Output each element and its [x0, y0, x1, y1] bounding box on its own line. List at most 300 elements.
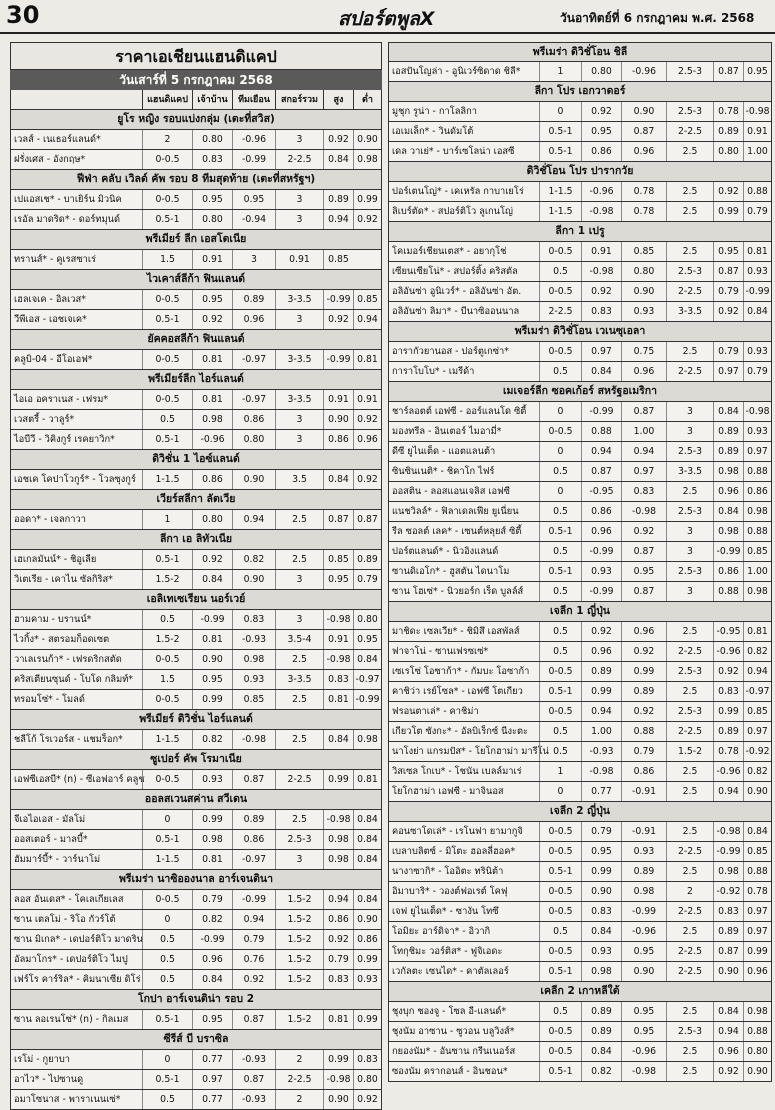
cell-handicap: 0-0.5	[142, 770, 192, 789]
cell-under-odds: 0.99	[353, 1010, 381, 1029]
cell-away-odds: 0.94	[232, 510, 275, 529]
cell-total-goals: 3	[666, 402, 713, 421]
cell-over-odds: 0.78	[713, 102, 743, 121]
cell-total-goals: 2	[275, 1090, 323, 1109]
cell-handicap: 0-0.5	[539, 662, 581, 681]
cell-under-odds: 0.84	[353, 830, 381, 849]
table-row	[388, 342, 772, 362]
cell-away-odds: 0.79	[621, 742, 666, 761]
league-header: ซีรีส์ บี บราซิล	[10, 1030, 382, 1050]
table-row	[388, 62, 772, 82]
cell-handicap: 0-0.5	[539, 242, 581, 261]
cell-home-odds: 0.77	[192, 1050, 232, 1069]
cell-home-odds: 0.81	[192, 850, 232, 869]
table-row	[10, 1090, 382, 1110]
cell-home-odds: 0.97	[192, 1070, 232, 1089]
cell-over-odds: 0.96	[713, 482, 743, 501]
cell-under-odds: 0.99	[353, 190, 381, 209]
table-row	[10, 630, 382, 650]
cell-away-odds: 0.92	[621, 642, 666, 661]
cell-handicap: 0.5	[539, 262, 581, 281]
table-row	[10, 950, 382, 970]
cell-away-odds: 0.93	[621, 302, 666, 321]
cell-home-odds: 0.96	[192, 950, 232, 969]
cell-handicap: 1.5-2	[142, 630, 192, 649]
cell-away-odds: 0.95	[232, 190, 275, 209]
league-header: ออลสเวนสค่าน สวีเดน	[10, 790, 382, 810]
cell-home-odds: 0.92	[581, 622, 621, 641]
table-row	[388, 582, 772, 602]
cell-match: ซาน เตลโม่ - ริโอ กัวร์โต้	[14, 914, 116, 925]
cell-away-odds: 0.90	[621, 102, 666, 121]
cell-under-odds: 0.88	[743, 462, 771, 481]
cell-away-odds: 1.00	[621, 422, 666, 441]
cell-away-odds: 0.87	[232, 1010, 275, 1029]
cell-home-odds: 0.95	[192, 670, 232, 689]
table-row	[10, 730, 382, 750]
cell-home-odds: 0.95	[581, 122, 621, 141]
cell-handicap: 2-2.5	[539, 302, 581, 321]
cell-over-odds: 0.84	[713, 502, 743, 521]
cell-total-goals: 2.5	[666, 682, 713, 701]
cell-handicap: 0.5-1	[539, 562, 581, 581]
cell-home-odds: 0.82	[192, 730, 232, 749]
cell-match: อลิอันซ่า ลิมา* - บีนาซิออนนาล	[392, 306, 520, 317]
cell-away-odds: 0.98	[621, 882, 666, 901]
cell-total-goals: 2.5	[666, 202, 713, 221]
cell-home-odds: 0.77	[581, 782, 621, 801]
cell-over-odds: 0.83	[713, 682, 743, 701]
cell-match: แนชวิลล์* - ฟิลาเดลเฟีย ยูเนี่ยน	[392, 506, 519, 517]
table-row	[10, 1010, 382, 1030]
cell-home-odds: -0.99	[581, 582, 621, 601]
cell-home-odds: 0.88	[581, 422, 621, 441]
cell-over-odds: -0.96	[713, 642, 743, 661]
table-row	[388, 562, 772, 582]
league-header: พรีเมร่า นาซิอองนาล อาร์เจนตินา	[10, 870, 382, 890]
cell-total-goals: 2.5	[275, 550, 323, 569]
cell-match: ชุงบุก ชองจู - โซล อี-แลนด์*	[392, 1006, 507, 1017]
cell-over-odds: 0.94	[713, 1022, 743, 1041]
cell-match: คอนซาโดเล่* - เรโนฟา ยามากูจิ	[392, 826, 523, 837]
right-table-body	[388, 42, 772, 1082]
table-row	[388, 662, 772, 682]
table-row	[10, 930, 382, 950]
cell-match: มองทรีล - อินเตอร์ ไมอามี่*	[392, 426, 502, 437]
cell-over-odds: 0.95	[323, 570, 353, 589]
table-row	[10, 410, 382, 430]
cell-home-odds: 0.93	[581, 562, 621, 581]
cell-under-odds: 0.81	[743, 622, 771, 641]
cell-match: ปอร์ตแลนด์* - นิวอิงแลนด์	[392, 546, 499, 557]
cell-away-odds: 0.92	[232, 970, 275, 989]
cell-home-odds: 0.91	[192, 250, 232, 269]
table-row	[10, 190, 382, 210]
cell-match: จีเอไอเอส - มัลโม่	[14, 814, 86, 825]
table-row	[10, 570, 382, 590]
cell-under-odds: 0.86	[353, 930, 381, 949]
cell-match: เอฟซีเอสบี* (n) - ซีเอฟอาร์ คลูช	[14, 774, 145, 785]
cell-match: ซาน ลอเรนโซ่* (n) - กิลเมส	[14, 1014, 129, 1025]
cell-home-odds: 0.80	[192, 130, 232, 149]
cell-under-odds: 0.85	[743, 542, 771, 561]
cell-under-odds: 0.88	[743, 1022, 771, 1041]
cell-match: อมาโซนาส - พาราเนนเซ่*	[14, 1094, 121, 1105]
cell-match: มาชิดะ เซลเวีย* - ชิมิสึ เอสพัลส์	[392, 626, 520, 637]
table-row	[388, 1062, 772, 1082]
cell-home-odds: 0.86	[192, 470, 232, 489]
cell-total-goals: 2-2.5	[666, 642, 713, 661]
cell-home-odds: 0.94	[581, 442, 621, 461]
cell-home-odds: -0.98	[581, 762, 621, 781]
left-table-body	[10, 110, 382, 1110]
cell-match: ชลีโก้ โรเวอร์ส - แชมร็อก*	[14, 734, 123, 745]
cell-match: ซาน มิเกล* - เดปอร์ติโว มาดริน	[14, 934, 144, 945]
cell-under-odds: -0.98	[743, 402, 771, 421]
cell-over-odds: 0.98	[323, 850, 353, 869]
cell-over-odds: 0.85	[323, 550, 353, 569]
cell-under-odds: 1.00	[743, 142, 771, 161]
cell-home-odds: 0.99	[192, 690, 232, 709]
cell-over-odds: -0.99	[713, 542, 743, 561]
cell-away-odds: -0.98	[232, 730, 275, 749]
cell-handicap: 0.5-1	[142, 1010, 192, 1029]
league-header: ซูเปอร์ คัพ โรมาเนีย	[10, 750, 382, 770]
cell-away-odds: -0.96	[621, 922, 666, 941]
table-row	[10, 310, 382, 330]
cell-home-odds: -0.99	[192, 610, 232, 629]
cell-home-odds: 0.95	[192, 190, 232, 209]
cell-away-odds: -0.97	[232, 350, 275, 369]
cell-match: ลอส อันเดส* - โคเลเกียเลส	[14, 894, 124, 905]
table-row	[10, 770, 382, 790]
cell-away-odds: 0.92	[621, 522, 666, 541]
cell-match: อัลมาโกร* - เดปอร์ติโว ไมปู	[14, 954, 128, 965]
cell-away-odds: 0.79	[232, 930, 275, 949]
cell-over-odds: 0.87	[713, 62, 743, 81]
cell-under-odds: 0.82	[743, 762, 771, 781]
cell-under-odds: 0.98	[353, 150, 381, 169]
league-header: ดิวิชั่โอน โปร ปารากวัย	[388, 162, 772, 182]
cell-over-odds: 0.99	[323, 1050, 353, 1069]
cell-handicap: 0.5	[539, 1002, 581, 1021]
cell-match: โยโกฮาม่า เอฟซี - มาจินอส	[392, 786, 504, 797]
cell-away-odds: 0.96	[621, 362, 666, 381]
cell-total-goals: 2-2.5	[666, 122, 713, 141]
cell-total-goals: 1.5-2	[666, 742, 713, 761]
cell-total-goals: 3-3.5	[275, 670, 323, 689]
cell-home-odds: 1.00	[581, 722, 621, 741]
table-row	[388, 682, 772, 702]
cell-away-odds: 0.98	[232, 650, 275, 669]
table-row	[10, 250, 382, 270]
cell-handicap: 0.5	[539, 722, 581, 741]
cell-away-odds: -0.91	[621, 822, 666, 841]
cell-home-odds: 0.93	[192, 770, 232, 789]
cell-over-odds: 0.99	[713, 202, 743, 221]
table-row	[10, 130, 382, 150]
cell-total-goals: 3	[275, 310, 323, 329]
cell-total-goals: 3	[666, 542, 713, 561]
cell-under-odds: 0.95	[743, 62, 771, 81]
cell-away-odds: 0.88	[621, 722, 666, 741]
table-row	[10, 290, 382, 310]
cell-under-odds: 1.00	[743, 562, 771, 581]
cell-total-goals: 2.5	[666, 142, 713, 161]
cell-away-odds: 0.89	[232, 290, 275, 309]
cell-under-odds: 0.96	[353, 430, 381, 449]
cell-over-odds: 0.91	[323, 630, 353, 649]
cell-home-odds: 0.90	[581, 882, 621, 901]
cell-under-odds: 0.98	[743, 502, 771, 521]
cell-away-odds: 0.87	[232, 1070, 275, 1089]
cell-handicap: 0.5-1	[142, 430, 192, 449]
cell-under-odds: 0.97	[743, 922, 771, 941]
cell-away-odds: 0.80	[232, 430, 275, 449]
cell-home-odds: 0.95	[581, 842, 621, 861]
table-row	[10, 690, 382, 710]
cell-handicap: 0.5-1	[142, 210, 192, 229]
cell-match: ชุงนัม อาซาน - ซูวอน บลูวิงส์*	[392, 1026, 515, 1037]
cell-home-odds: 0.87	[581, 462, 621, 481]
cell-over-odds: 0.86	[323, 910, 353, 929]
table-row	[10, 910, 382, 930]
cell-total-goals: 3	[666, 582, 713, 601]
cell-total-goals: 2.5-3	[666, 702, 713, 721]
cell-home-odds: 0.97	[581, 342, 621, 361]
cell-home-odds: 0.80	[192, 510, 232, 529]
cell-handicap: 0.5	[539, 502, 581, 521]
cell-handicap: 0.5	[539, 582, 581, 601]
cell-total-goals: 2.5-3	[666, 442, 713, 461]
cell-over-odds: 0.89	[713, 422, 743, 441]
table-row	[388, 462, 772, 482]
cell-match: ซานดิเอโก* - ฮูสตัน ไดนาโม	[392, 566, 510, 577]
cell-match: ฟาจาโน่ - ซานเฟรซเซ่*	[392, 646, 489, 657]
cell-under-odds: 0.81	[743, 242, 771, 261]
table-row	[10, 350, 382, 370]
cell-over-odds: 0.84	[323, 150, 353, 169]
table-row	[388, 1042, 772, 1062]
cell-away-odds: 0.87	[621, 582, 666, 601]
cell-match: เกียวโต ซังกะ* - อัลบิเร็กซ์ นีงะตะ	[392, 726, 529, 737]
cell-match: วิสเซล โกเบ* - โชนัน เบลล์มาเร่	[392, 766, 522, 777]
cell-match: ไอเอ อคราเนส - เฟรม*	[14, 394, 108, 405]
cell-over-odds: 0.84	[713, 402, 743, 421]
cell-total-goals: 2.5	[666, 482, 713, 501]
cell-away-odds: 0.76	[232, 950, 275, 969]
cell-under-odds: 0.84	[743, 302, 771, 321]
cell-over-odds: 0.98	[713, 862, 743, 881]
table-title: ราคาเอเชียนแฮนดิแคป	[10, 42, 382, 70]
table-row	[388, 362, 772, 382]
cell-handicap: 0-0.5	[142, 350, 192, 369]
page-header	[0, 0, 775, 34]
table-row	[388, 542, 772, 562]
cell-handicap: 0-0.5	[539, 822, 581, 841]
cell-match: อารากัวยานอส - ปอร์ตูเกซ่า*	[392, 346, 509, 357]
cell-handicap: 1	[539, 62, 581, 81]
cell-home-odds: 0.96	[581, 522, 621, 541]
league-header: ฟีฟ่า คลับ เวิลด์ คัพ รอบ 8 ทีมสุดท้าย (เตะที่สหรัฐฯ)	[10, 170, 382, 190]
table-row	[388, 522, 772, 542]
cell-total-goals: 3	[275, 430, 323, 449]
cell-total-goals: 2.5	[275, 810, 323, 829]
cell-match: คลูบิ-04 - อีโอเอฟ*	[14, 354, 93, 365]
cell-match: อาไว* - ไปซานดู	[14, 1074, 84, 1085]
cell-handicap: 0.5	[142, 1090, 192, 1109]
right-column	[388, 42, 772, 1082]
cell-under-odds: 0.90	[743, 1062, 771, 1081]
cell-handicap: 0-0.5	[142, 890, 192, 909]
cell-away-odds: -0.94	[232, 210, 275, 229]
cell-match: คริสเตียนซุนด์ - โบโด กลิมท์*	[14, 674, 133, 685]
cell-handicap: 0.5-1	[142, 830, 192, 849]
cell-home-odds: 0.81	[192, 350, 232, 369]
page-number: 30	[6, 1, 40, 29]
cell-handicap: 0.5	[142, 950, 192, 969]
cell-total-goals: 2.5	[666, 1042, 713, 1061]
cell-match: เรอัล มาดริด* - ดอร์ทมุนด์	[14, 214, 121, 225]
cell-home-odds: -0.98	[581, 202, 621, 221]
cell-home-odds: 0.84	[581, 922, 621, 941]
cell-over-odds: -0.99	[713, 842, 743, 861]
cell-total-goals: 2-2.5	[666, 842, 713, 861]
cell-under-odds: 0.81	[353, 770, 381, 789]
cell-under-odds: -0.97	[743, 682, 771, 701]
cell-match: ฟรอนตาเล่* - คาชิม่า	[392, 706, 479, 717]
cell-away-odds: 0.78	[621, 182, 666, 201]
cell-home-odds: -0.96	[192, 430, 232, 449]
cell-over-odds: 0.81	[323, 690, 353, 709]
cell-over-odds: -0.98	[713, 822, 743, 841]
cell-away-odds: 0.94	[621, 442, 666, 461]
cell-handicap: 0.5	[142, 610, 192, 629]
cell-match: ปอร์เตนโญ่* - เคเหรัล กาบาเยโร่	[392, 186, 524, 197]
cell-away-odds: 0.82	[232, 550, 275, 569]
cell-match: ฮัมมาร์บี้* - วาร์นาโม่	[14, 854, 101, 865]
cell-match: เอชเค โคปาโวกูร์* - โวลซุงกูร์	[14, 474, 136, 485]
cell-total-goals: 2.5-3	[275, 830, 323, 849]
cell-total-goals: 2.5	[275, 510, 323, 529]
cell-match: คาชิว่า เรย์โซล* - เอฟซี โตเกียว	[392, 686, 523, 697]
table-row	[388, 742, 772, 762]
cell-match: โอมิยะ อาร์ดิจา* - อิวากิ	[392, 926, 491, 937]
cell-handicap: 1	[142, 510, 192, 529]
cell-under-odds: 0.97	[743, 442, 771, 461]
cell-handicap: 0-0.5	[539, 942, 581, 961]
cell-away-odds: 0.95	[621, 562, 666, 581]
cell-total-goals: 2.5	[666, 862, 713, 881]
cell-match: การาโบโบ* - เมรีด้า	[392, 366, 475, 377]
cell-total-goals: 2-2.5	[275, 1070, 323, 1089]
cell-away-odds: 0.93	[232, 670, 275, 689]
cell-match: ซาน โฮเซ่* - นิวยอร์ก เร็ด บูลล์ส์	[392, 586, 524, 597]
cell-home-odds: 0.84	[192, 970, 232, 989]
table-row	[388, 102, 772, 122]
cell-away-odds: 0.78	[621, 202, 666, 221]
cell-over-odds: 0.92	[713, 1062, 743, 1081]
cell-over-odds: -0.96	[713, 762, 743, 781]
table-row	[388, 622, 772, 642]
cell-handicap: 0.5-1	[539, 962, 581, 981]
cell-match: วีพีเอส - เอชเจเค*	[14, 314, 87, 325]
cell-match: วาเลเรนก้า* - เฟรดริกสตัด	[14, 654, 122, 665]
cell-away-odds: -0.99	[621, 902, 666, 921]
cell-home-odds: 0.98	[192, 410, 232, 429]
cell-away-odds: 0.90	[621, 962, 666, 981]
cell-over-odds: 0.84	[323, 730, 353, 749]
cell-away-odds: 0.87	[621, 542, 666, 561]
cell-home-odds: 0.89	[581, 1022, 621, 1041]
cell-away-odds: -0.97	[232, 390, 275, 409]
cell-match: ไอบีวี - วิคิงกูร์ เรคยาวิก*	[14, 434, 115, 445]
cell-over-odds: 0.90	[323, 410, 353, 429]
cell-home-odds: 0.98	[192, 830, 232, 849]
cell-under-odds: 0.93	[743, 422, 771, 441]
cell-total-goals: 2	[666, 882, 713, 901]
cell-away-odds: 0.87	[232, 770, 275, 789]
cell-home-odds: 0.83	[581, 302, 621, 321]
table-row	[388, 822, 772, 842]
cell-away-odds: -0.97	[232, 850, 275, 869]
cell-total-goals: 2-2.5	[275, 770, 323, 789]
cell-home-odds: 0.89	[581, 1002, 621, 1021]
cell-away-odds: 0.95	[621, 1002, 666, 1021]
cell-under-odds: 0.88	[743, 522, 771, 541]
league-header: เอลิเทเซเรียน นอร์เวย์	[10, 590, 382, 610]
cell-under-odds: 0.84	[353, 650, 381, 669]
table-row	[10, 670, 382, 690]
cell-total-goals: 2.5	[666, 342, 713, 361]
cell-over-odds: 0.94	[713, 782, 743, 801]
cell-over-odds: 0.81	[323, 1010, 353, 1029]
cell-home-odds: 0.95	[192, 1010, 232, 1029]
cell-home-odds: -0.99	[581, 402, 621, 421]
league-header: เมเจอร์ลีก ซอคเก้อร์ สหรัฐอเมริกา	[388, 382, 772, 402]
cell-total-goals: 1.5-2	[275, 930, 323, 949]
league-header: พรีเมียร์ลีก ไอร์แลนด์	[10, 370, 382, 390]
cell-total-goals: 3	[275, 190, 323, 209]
cell-over-odds: 0.83	[323, 670, 353, 689]
cell-over-odds: 0.80	[713, 142, 743, 161]
cell-home-odds: 0.95	[192, 290, 232, 309]
cell-total-goals: 1.5-2	[275, 1010, 323, 1029]
cell-match: เรโม่ - กูยาบา	[14, 1054, 70, 1065]
cell-handicap: 0	[539, 102, 581, 121]
cell-away-odds: 0.86	[232, 410, 275, 429]
cell-home-odds: -0.96	[581, 182, 621, 201]
column-headers	[10, 90, 382, 110]
cell-match: เวสตรี้ - วาลูร์*	[14, 414, 75, 425]
cell-away-odds: 3	[232, 250, 275, 269]
table-row	[10, 810, 382, 830]
cell-under-odds: 0.99	[353, 950, 381, 969]
cell-match: ออสติน - ลอสแอนเจลิส เอฟซี	[392, 486, 510, 497]
cell-handicap: 1	[539, 762, 581, 781]
cell-total-goals: 3.5-4	[275, 630, 323, 649]
cell-away-odds: 0.97	[621, 462, 666, 481]
cell-handicap: 0-0.5	[539, 702, 581, 721]
cell-total-goals: 2-2.5	[666, 962, 713, 981]
cell-match: ซองนัม ดรากอนส์ - อินชอน*	[392, 1066, 508, 1077]
cell-over-odds: 0.92	[323, 130, 353, 149]
cell-total-goals: 3-3.5	[666, 302, 713, 321]
table-row	[10, 390, 382, 410]
cell-home-odds: -0.95	[581, 482, 621, 501]
table-row	[388, 722, 772, 742]
cell-handicap: 0.5-1	[539, 142, 581, 161]
